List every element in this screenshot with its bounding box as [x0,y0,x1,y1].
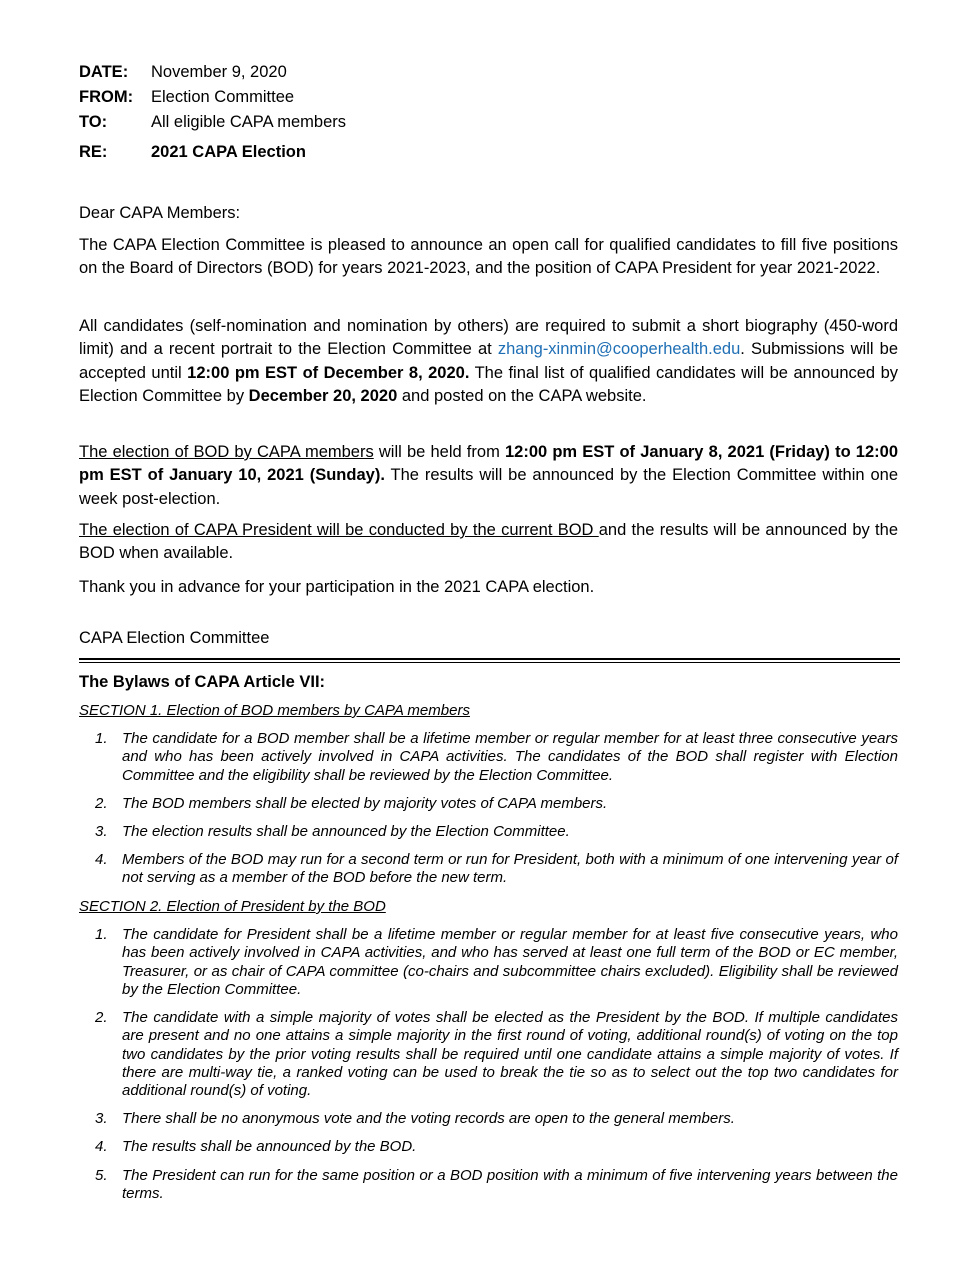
re-value: 2021 CAPA Election [151,143,306,161]
date-label: DATE: [79,63,129,81]
section2-heading: SECTION 2. Election of President by the BOD [79,898,386,915]
election-window: 12:00 pm EST of January 8, 2021 (Friday) to 12:00 pm EST of January 10, 2021 (Sunday). [79,443,898,485]
date-value: November 9, 2020 [151,63,287,81]
divider-double-bottom [79,662,900,663]
divider-double-top [79,658,900,660]
from-label: FROM: [79,88,134,106]
to-value: All eligible CAPA members [151,113,347,131]
paragraph-announcement: The CAPA Election Committee is pleased to announce an open call for qualified candidates to fill five positions on the Board of Directors (BOD) for years 2021-2023, and the position of CAPA President for year 2021-2022. [79,236,898,278]
announcement-date: December 20, 2020 [248,386,398,405]
submission-deadline: 12:00 pm EST of December 8, 2020. [187,363,470,382]
paragraph-president-election: The election of CAPA President will be conducted by the current BOD and the results will be announced by the BOD when available. [79,521,898,563]
paragraph-bod-election: The election of BOD by CAPA members will be held from 12:00 pm EST of January 8, 2021 (Friday) to 12:00 pm EST of January 10, 2021 (Sunday). The results will be announced by the Election Committee within one week post-election. [79,443,898,508]
signature: CAPA Election Committee [79,629,270,647]
re-label: RE: [79,143,108,161]
from-value: Election Committee [151,88,295,106]
paragraph-thanks: Thank you in advance for your participation in the 2021 CAPA election. [79,578,595,596]
bylaws-title: The Bylaws of CAPA Article VII: [79,673,326,691]
section1-heading: SECTION 1. Election of BOD members by CAPA members [79,702,470,719]
paragraph-submission: All candidates (self-nomination and nomination by others) are required to submit a short biography (450-word limit) and a recent portrait to the Election Committee at zhang-xinmin@cooperhealth.edu. Submissions will be accepted until 12:00 pm EST of December 8, 2020. The final list of qualified candidates will be announced by Election Committee by December 20, 2020 and posted on the CAPA website. [79,317,899,405]
email-link[interactable]: zhang-xinmin@cooperhealth.edu [497,340,741,359]
to-label: TO: [79,113,108,131]
salutation: Dear CAPA Members: [79,204,241,222]
